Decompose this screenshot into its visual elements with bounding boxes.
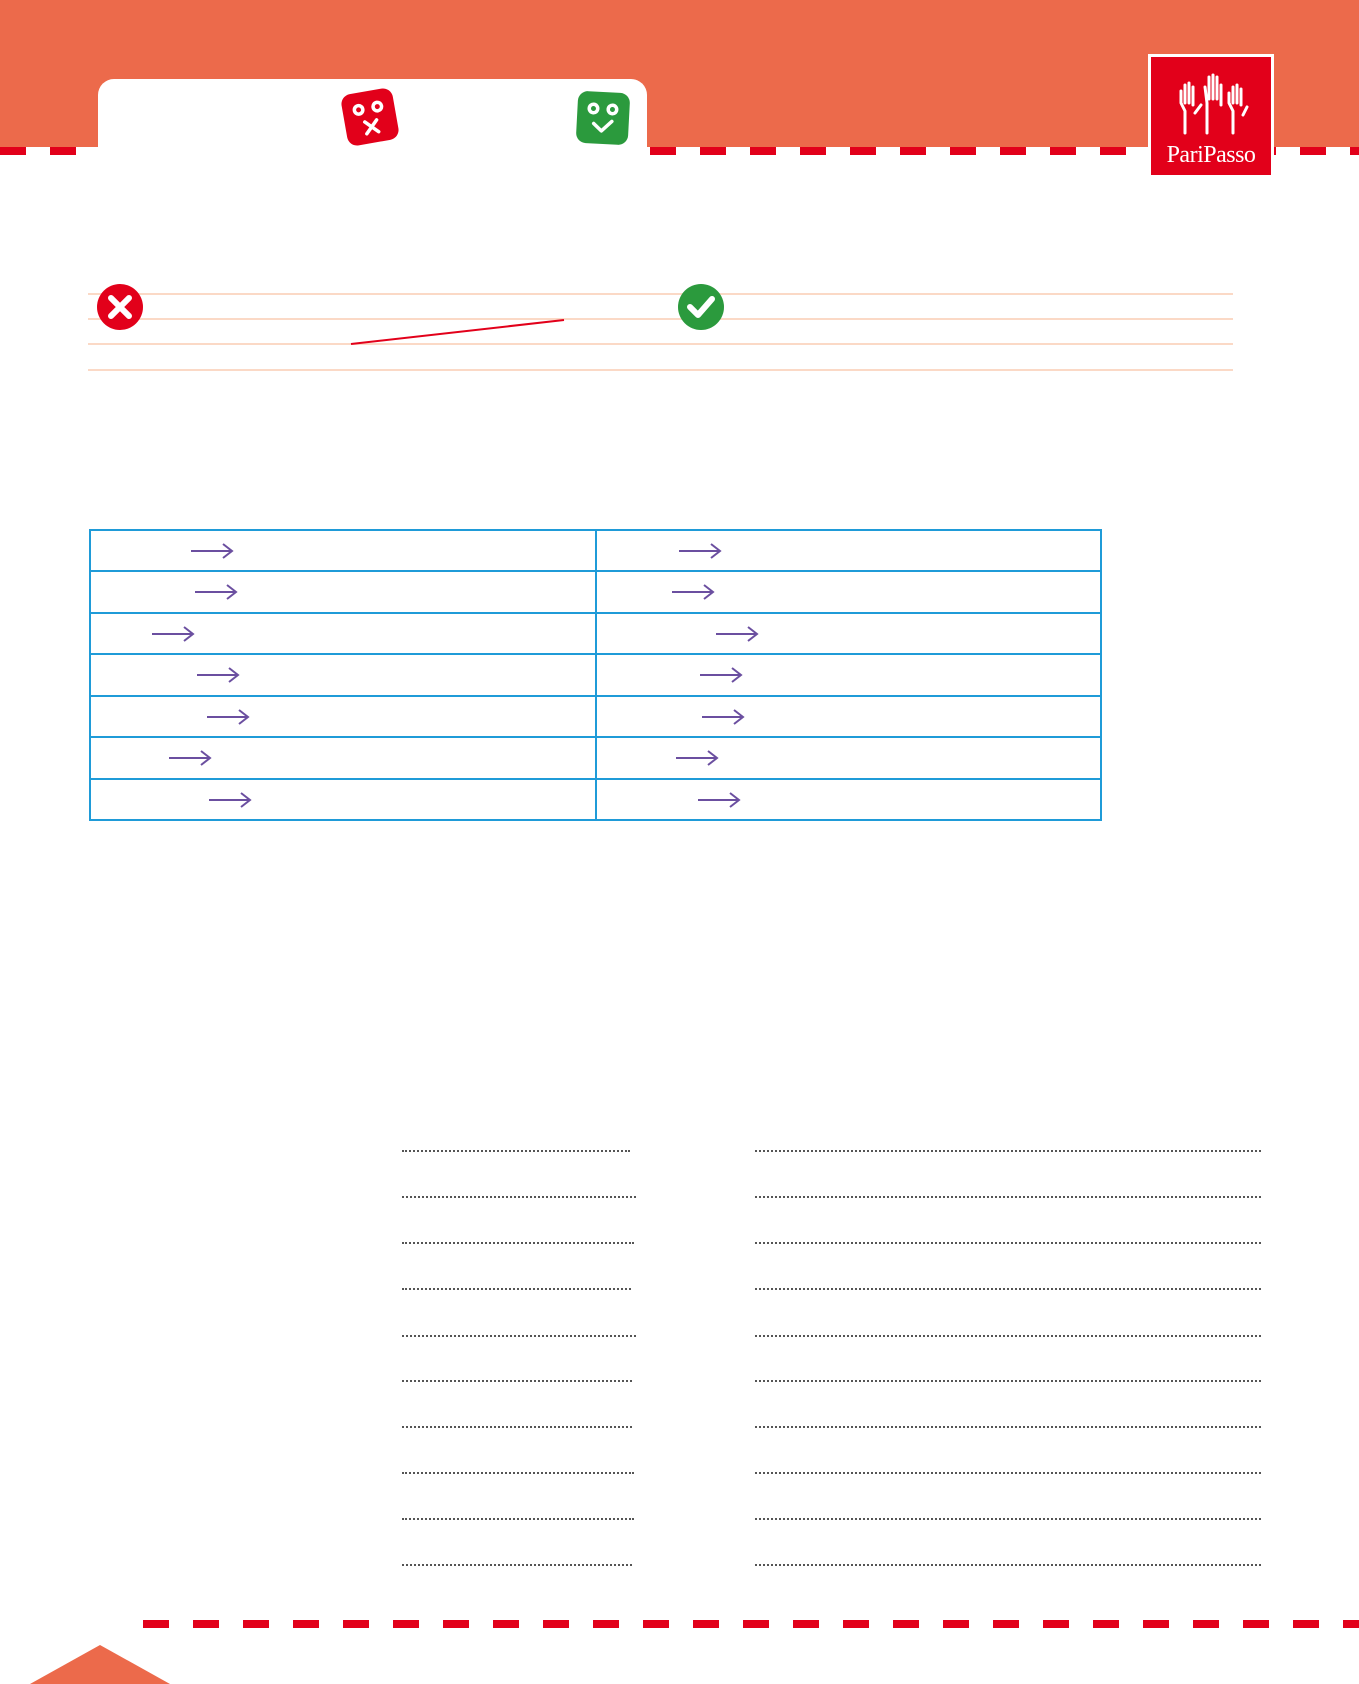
table-cell[interactable] bbox=[596, 571, 1102, 612]
arrow-icon bbox=[699, 665, 743, 685]
answer-line-right[interactable] bbox=[755, 1472, 1261, 1474]
wrong-x-icon bbox=[97, 284, 143, 330]
arrow-icon bbox=[151, 624, 195, 644]
arrow-icon bbox=[196, 665, 240, 685]
arrow-icon bbox=[190, 541, 234, 561]
answer-line-right[interactable] bbox=[755, 1335, 1261, 1337]
answer-line-right[interactable] bbox=[755, 1380, 1261, 1382]
answer-line-left[interactable] bbox=[402, 1150, 630, 1152]
table-row bbox=[90, 654, 1101, 695]
table-cell[interactable] bbox=[90, 779, 596, 820]
table-cell[interactable] bbox=[596, 696, 1102, 737]
arrow-icon bbox=[697, 790, 741, 810]
answer-line-left[interactable] bbox=[402, 1472, 634, 1474]
answer-line-left[interactable] bbox=[402, 1335, 636, 1337]
correct-check-icon bbox=[678, 284, 724, 330]
answer-line-left[interactable] bbox=[402, 1564, 632, 1566]
word-pairs-table bbox=[89, 529, 1102, 821]
table-cell[interactable] bbox=[596, 779, 1102, 820]
answer-line-right[interactable] bbox=[755, 1242, 1261, 1244]
answer-line-right[interactable] bbox=[755, 1196, 1261, 1198]
table-row bbox=[90, 530, 1101, 571]
answer-line-right[interactable] bbox=[755, 1288, 1261, 1290]
bottom-dashed-border bbox=[143, 1620, 1359, 1628]
answer-line-right[interactable] bbox=[755, 1426, 1261, 1428]
answer-line-left[interactable] bbox=[402, 1288, 631, 1290]
table-cell[interactable] bbox=[90, 696, 596, 737]
arrow-icon bbox=[206, 707, 250, 727]
answer-line-left[interactable] bbox=[402, 1196, 636, 1198]
table-cell[interactable] bbox=[90, 571, 596, 612]
table-cell[interactable] bbox=[596, 654, 1102, 695]
answer-line-right[interactable] bbox=[755, 1518, 1261, 1520]
table-cell[interactable] bbox=[90, 613, 596, 654]
answer-line-left[interactable] bbox=[402, 1426, 632, 1428]
logo-text: PariPasso bbox=[1166, 142, 1256, 168]
answer-line-left[interactable] bbox=[402, 1518, 634, 1520]
table-cell[interactable] bbox=[90, 530, 596, 571]
arrow-icon bbox=[715, 624, 759, 644]
arrow-icon bbox=[208, 790, 252, 810]
table-cell[interactable] bbox=[596, 613, 1102, 654]
arrow-icon bbox=[678, 541, 722, 561]
arrow-icon bbox=[675, 748, 719, 768]
table-cell[interactable] bbox=[596, 530, 1102, 571]
answer-line-left[interactable] bbox=[402, 1242, 634, 1244]
arrow-icon bbox=[671, 582, 715, 602]
table-row bbox=[90, 571, 1101, 612]
red-pen-stroke bbox=[0, 0, 1359, 400]
arrow-icon bbox=[194, 582, 238, 602]
table-cell[interactable] bbox=[90, 654, 596, 695]
table-cell[interactable] bbox=[90, 737, 596, 778]
arrow-icon bbox=[168, 748, 212, 768]
answer-line-right[interactable] bbox=[755, 1150, 1261, 1152]
table-row bbox=[90, 737, 1101, 778]
corner-tab-shape bbox=[30, 1645, 170, 1684]
answer-line-right[interactable] bbox=[755, 1564, 1261, 1566]
table-row bbox=[90, 779, 1101, 820]
answer-line-left[interactable] bbox=[402, 1380, 632, 1382]
table-row bbox=[90, 613, 1101, 654]
table-cell[interactable] bbox=[596, 737, 1102, 778]
arrow-icon bbox=[701, 707, 745, 727]
table-row bbox=[90, 696, 1101, 737]
